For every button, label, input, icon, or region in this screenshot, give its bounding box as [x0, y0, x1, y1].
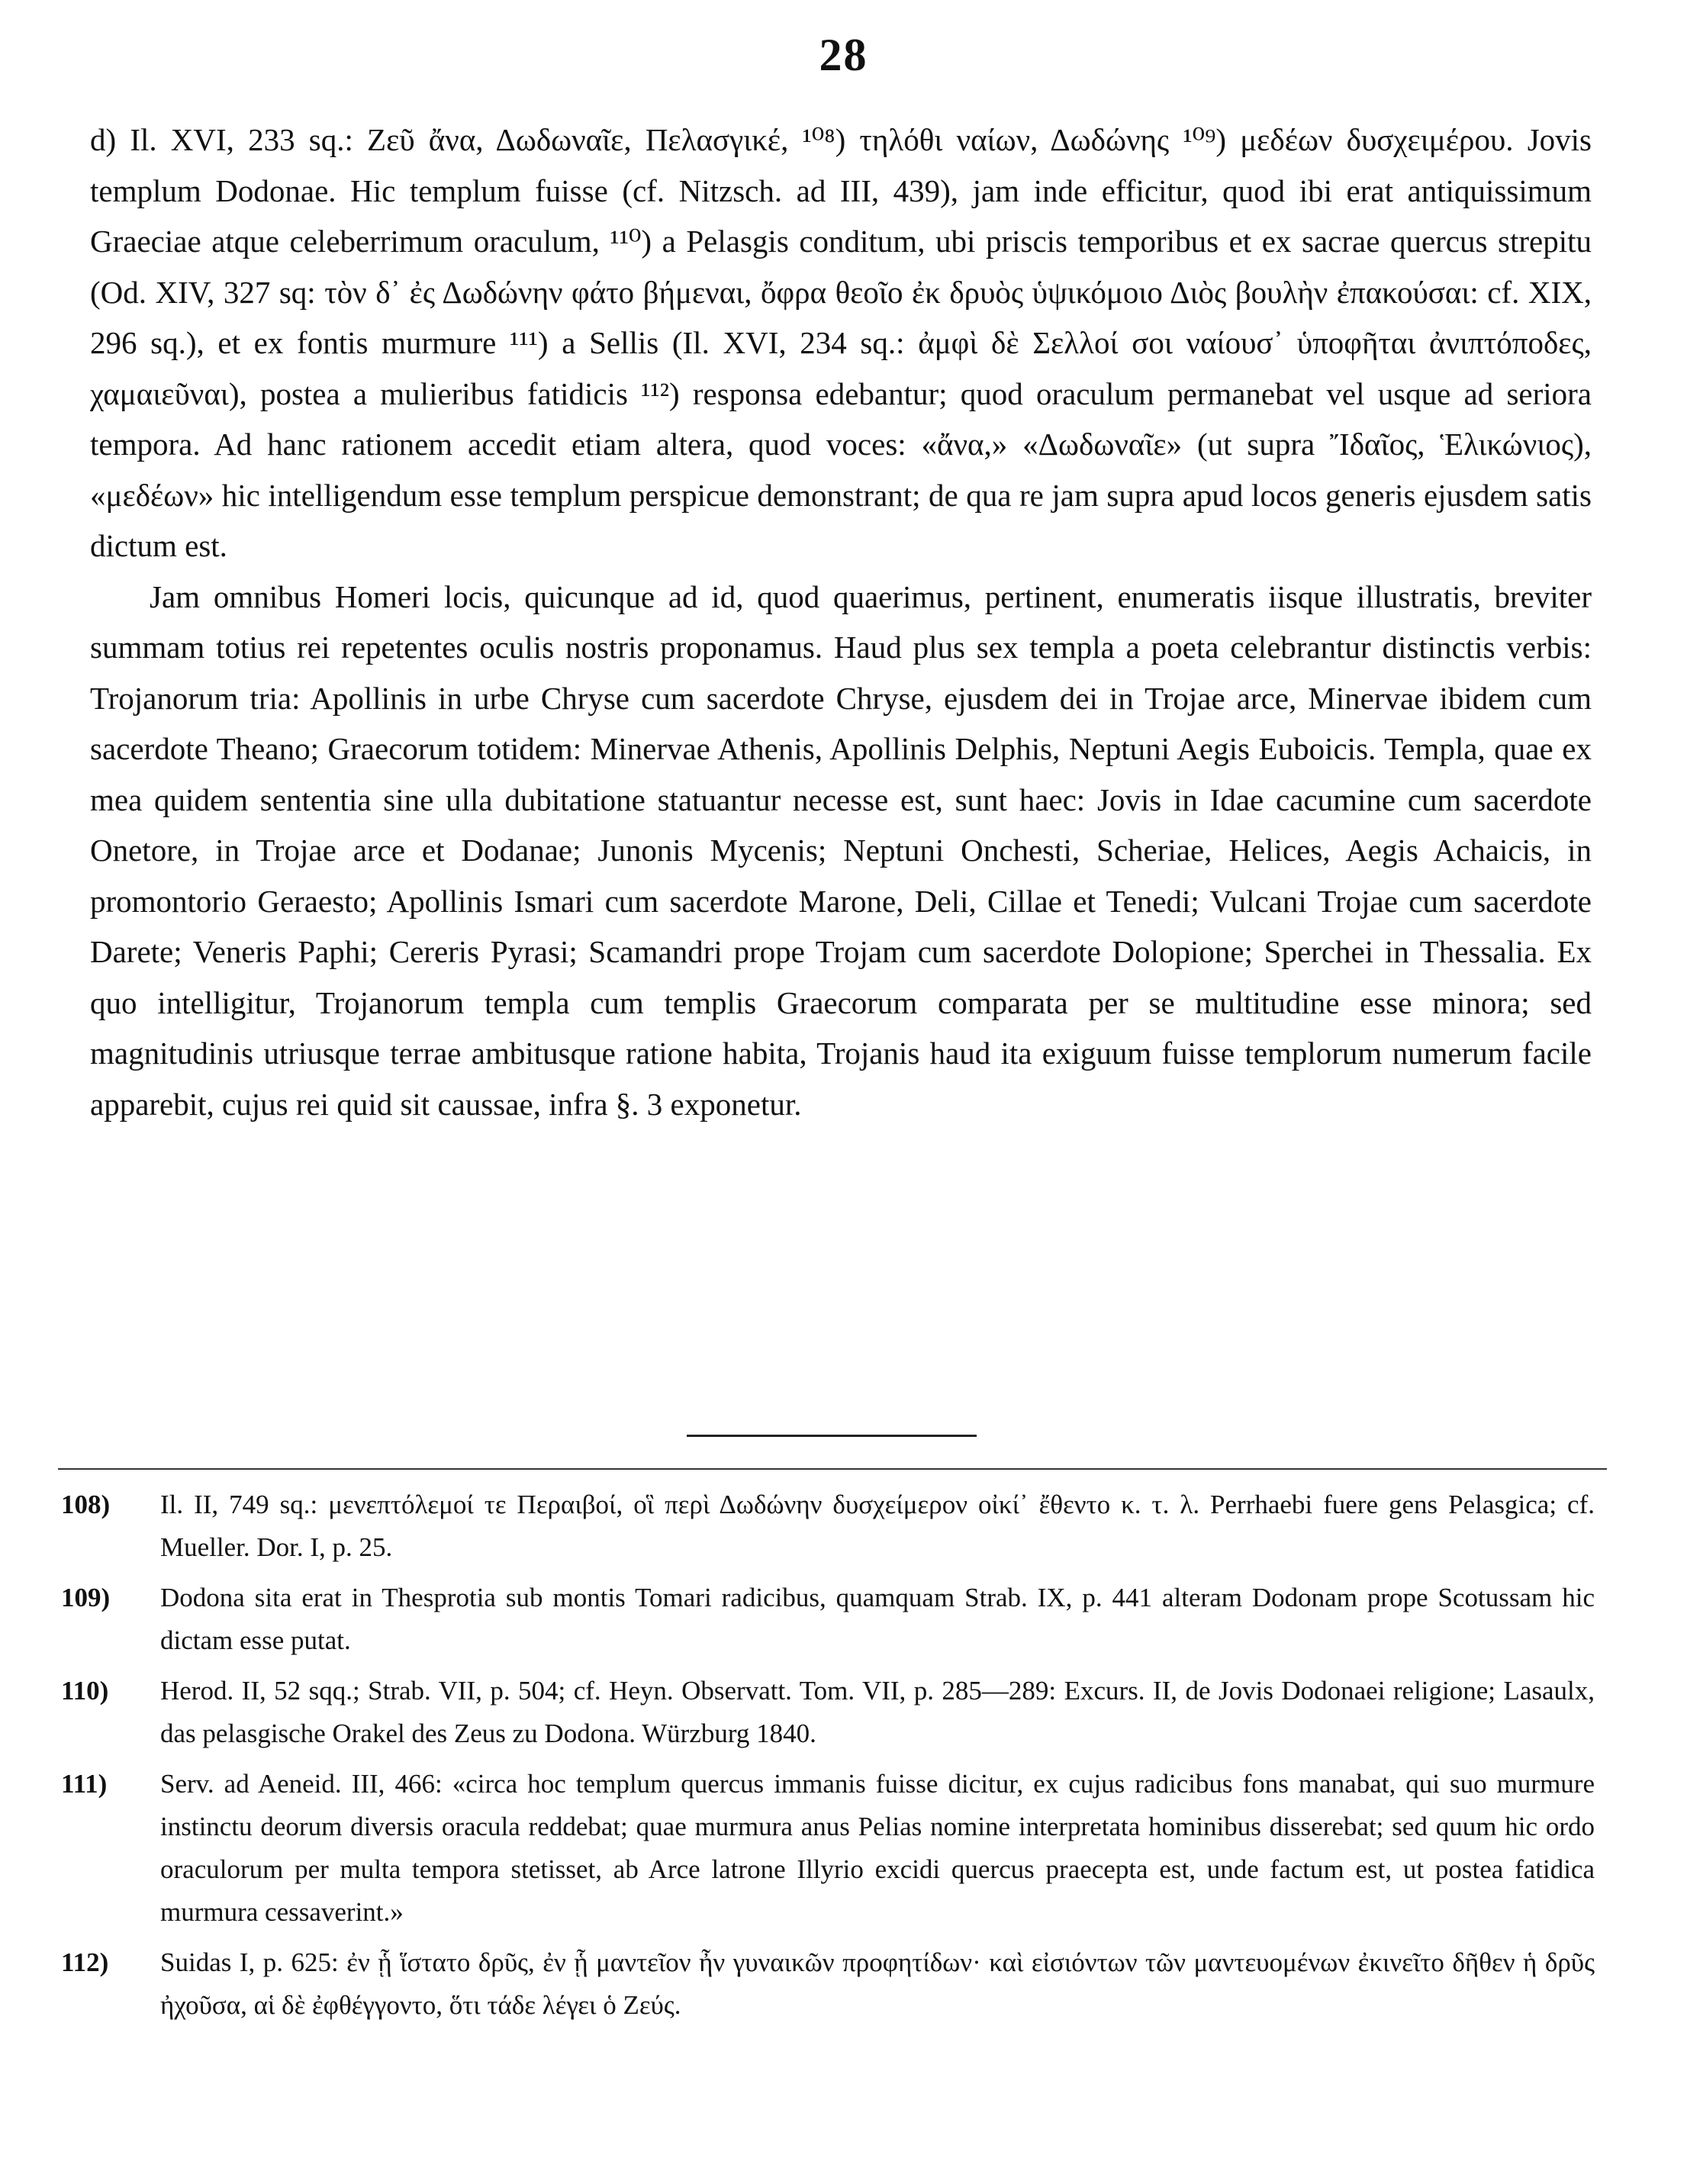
footnote-text: Suidas I, p. 625: ἐν ᾗ ἵστατο δρῦς, ἐν ᾗ μαντεῖον ἦν γυναικῶν προφητίδων· καὶ εἰσιόντων τῶν μαντευομένων ἐκινεῖτο δῆθεν ἡ δρῦς ἠχοῦσα, αἱ δὲ ἐφθέγγοντο, ὅτι τάδε λέγει ὁ Ζεύς. — [160, 1947, 1595, 2020]
footnote-text: Herod. II, 52 sqq.; Strab. VII, p. 504; cf. Heyn. Observatt. Tom. VII, p. 285—289: Excurs. II, de Jovis Dodonaei religione; Lasaulx, das pelasgische Orakel des Zeus zu Dodona. Würzburg 1840. — [160, 1676, 1595, 1748]
paragraph-d: d) Il. XVI, 233 sq.: Ζεῦ ἄνα, Δωδωναῖε, Πελασγικέ, ¹⁰⁸) τηλόθι ναίων, Δωδώνης ¹⁰⁹) μεδέων δυσχειμέρου. Jovis templum Dodonae. Hic templum fuisse (cf. Nitzsch. ad III, 439), jam inde efficitur, quod ibi erat antiquissimum Graeciae atque celeberrimum oraculum, ¹¹⁰) a Pelasgis conditum, ubi priscis temporibus et ex sacrae quercus strepitu (Od. XIV, 327 sq: τὸν δ᾽ ἐς Δωδώνην φάτο βήμεναι, ὄφρα θεοῖο ἐκ δρυὸς ὑψικόμοιο Διὸς βουλὴν ἐπακούσαι: cf. XIX, 296 sq.), et ex fontis murmure ¹¹¹) a Sellis (Il. XVI, 234 sq.: ἀμφὶ δὲ Σελλοί σοι ναίουσ᾽ ὑποφῆται ἀνιπτόποδες, χαμαιεῦναι), postea a mulieribus fatidicis ¹¹²) responsa edebantur; quod oraculum permanebat vel usque ad seriora tempora. Ad hanc rationem accedit etiam altera, quod voces: «ἄνα,» «Δωδωναῖε» (ut supra Ἴδαῖος, Ἑλικώνιος), «μεδέων» hic intelligendum esse templum perspicue demonstrant; de qua re jam supra apud locos generis ejusdem satis dictum est. — [90, 122, 1592, 563]
footnote-number: 110) — [61, 1676, 109, 1706]
footnote-111 — [61, 1763, 1595, 1934]
footnote-110 — [61, 1670, 1595, 1755]
footnote-108 — [61, 1483, 1595, 1569]
footnote-rule — [58, 1468, 1607, 1470]
footnote-109 — [61, 1577, 1595, 1662]
footnote-number: 108) — [61, 1490, 111, 1519]
main-text — [90, 114, 1592, 1129]
footnote-text: Serv. ad Aeneid. III, 466: «circa hoc templum quercus immanis fuisse dicitur, ex cujus radicibus fons manabat, qui suo murmure instinctu deorum diversis oracula reddebat; quae murmura anus Pelias nomine interpretata hominibus disserebat; sed quum hic ordo oraculorum per multa tempora stetisset, ab Arce latrone Illyrio excidi quercus praecepta est, unde factum est, ut postea fatidica murmura cessaverint.» — [160, 1769, 1595, 1927]
footnote-number: 111) — [61, 1769, 108, 1799]
footnote-number: 109) — [61, 1583, 111, 1612]
footnote-text: Il. II, 749 sq.: μενεπτόλεμοί τε Περαιβοί, οἳ περὶ Δωδώνην δυσχείμερον οἰκί᾽ ἔθεντο κ. τ. λ. Perrhaebi fuere gens Pelasgica; cf. Mueller. Dor. I, p. 25. — [160, 1490, 1595, 1562]
footnote-number: 112) — [61, 1947, 109, 1977]
footnote-112 — [61, 1941, 1595, 2027]
page-number: 28 — [819, 30, 868, 80]
footnotes — [61, 1483, 1595, 2034]
footnote-text: Dodona sita erat in Thesprotia sub montis Tomari radicibus, quamquam Strab. IX, p. 441 alteram Dodonam prope Scotussam hic dictam esse putat. — [160, 1583, 1595, 1655]
paragraph-summary: Jam omnibus Homeri locis, quicunque ad id, quod quaerimus, pertinent, enumeratis iisque illustratis, breviter summam totius rei repetentes oculis nostris proponamus. Haud plus sex templa a poeta celebrantur distinctis verbis: Trojanorum tria: Apollinis in urbe Chryse cum sacerdote Chryse, ejusdem dei in Trojae arce, Minervae ibidem cum sacerdote Theano; Graecorum totidem: Minervae Athenis, Apollinis Delphis, Neptuni Aegis Euboicis. Templa, quae ex mea quidem sententia sine ulla dubitatione statuantur necesse est, sunt haec: Jovis in Idae cacumine cum sacerdote Onetore, in Trojae arce et Dodanae; Junonis Mycenis; Neptuni Onchesti, Scheriae, Helices, Aegis Achaicis, in promontorio Geraesto; Apollinis Ismari cum sacerdote Marone, Deli, Cillae et Tenedi; Vulcani Trojae cum sacerdote Darete; Veneris Paphi; Cereris Pyrasi; Scamandri prope Trojam cum sacerdote Dolopione; Sperchei in Thessalia. Ex quo intelligitur, Trojanorum templa cum templis Graecorum comparata per se multitudine esse minora; sed magnitudinis utriusque terrae ambitusque ratione habita, Trojanis haud ita exiguum fuisse templorum numerum facile apparebit, cujus rei quid sit caussae, infra §. 3 exponetur. — [90, 578, 1592, 1122]
section-divider — [687, 1435, 977, 1437]
